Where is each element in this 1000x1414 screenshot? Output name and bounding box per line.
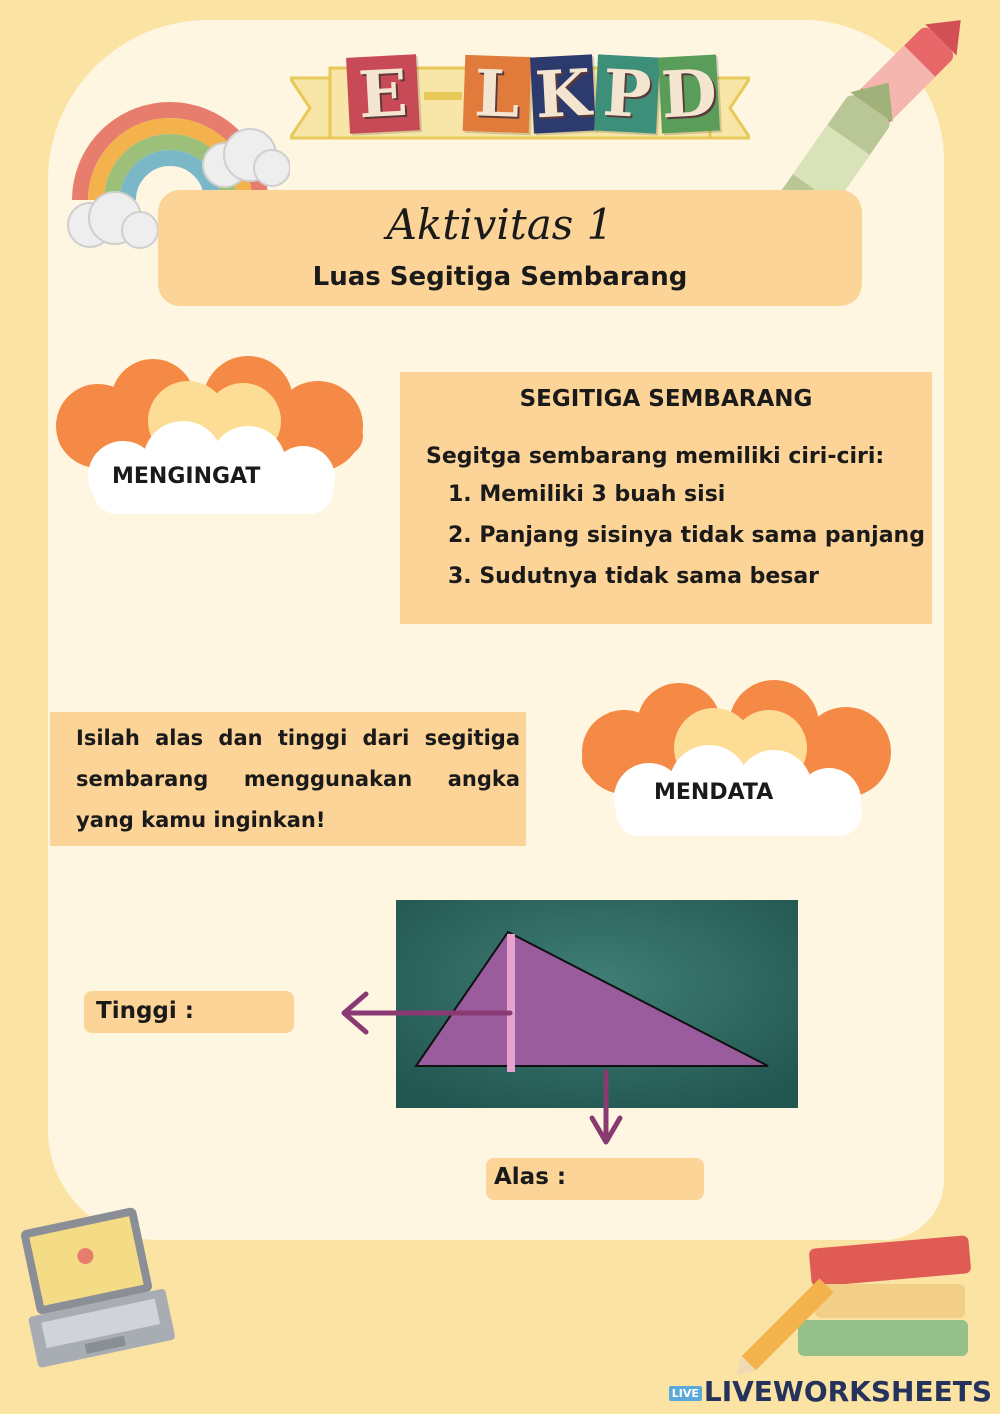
activity-title: Aktivitas 1 bbox=[386, 200, 614, 249]
instruction-text: Isilah alas dan tinggi dari segitiga sembarang menggunakan angka yang kamu inginkan! bbox=[76, 726, 520, 832]
banner-dash bbox=[424, 92, 462, 100]
mengingat-cloud-icon bbox=[48, 356, 368, 531]
definition-title: SEGITIGA SEMBARANG bbox=[519, 386, 813, 412]
banner-letter-k: K bbox=[530, 54, 596, 133]
definition-list bbox=[448, 482, 925, 605]
live-badge: LIVE bbox=[669, 1386, 702, 1401]
crayons-illustration bbox=[780, 8, 980, 218]
laptop-illustration bbox=[14, 1206, 184, 1376]
arrows-icon bbox=[330, 980, 630, 1150]
brand-name: LIVEWORKSHEETS bbox=[703, 1375, 992, 1408]
list-item: 2. Panjang sisinya tidak sama panjang bbox=[448, 523, 925, 548]
banner-letter-d: D bbox=[659, 55, 719, 133]
list-item: 3. Sudutnya tidak sama besar bbox=[448, 564, 820, 589]
banner-letter-p: P bbox=[594, 54, 660, 133]
tinggi-label: Tinggi : bbox=[96, 998, 194, 1024]
alas-label: Alas : bbox=[494, 1164, 567, 1190]
books-illustration bbox=[720, 1232, 980, 1392]
activity-subtitle: Luas Segitiga Sembarang bbox=[312, 262, 688, 292]
liveworksheets-logo bbox=[669, 1375, 992, 1408]
banner-letter-l: L bbox=[463, 55, 532, 133]
banner-letter-e: E bbox=[346, 54, 420, 134]
mendata-cloud-icon bbox=[574, 680, 894, 855]
mendata-label: MENDATA bbox=[654, 780, 774, 805]
mengingat-label: MENGINGAT bbox=[112, 464, 261, 489]
list-item: 1. Memiliki 3 buah sisi bbox=[448, 482, 726, 507]
definition-intro: Segitga sembarang memiliki ciri-ciri: bbox=[426, 444, 885, 469]
